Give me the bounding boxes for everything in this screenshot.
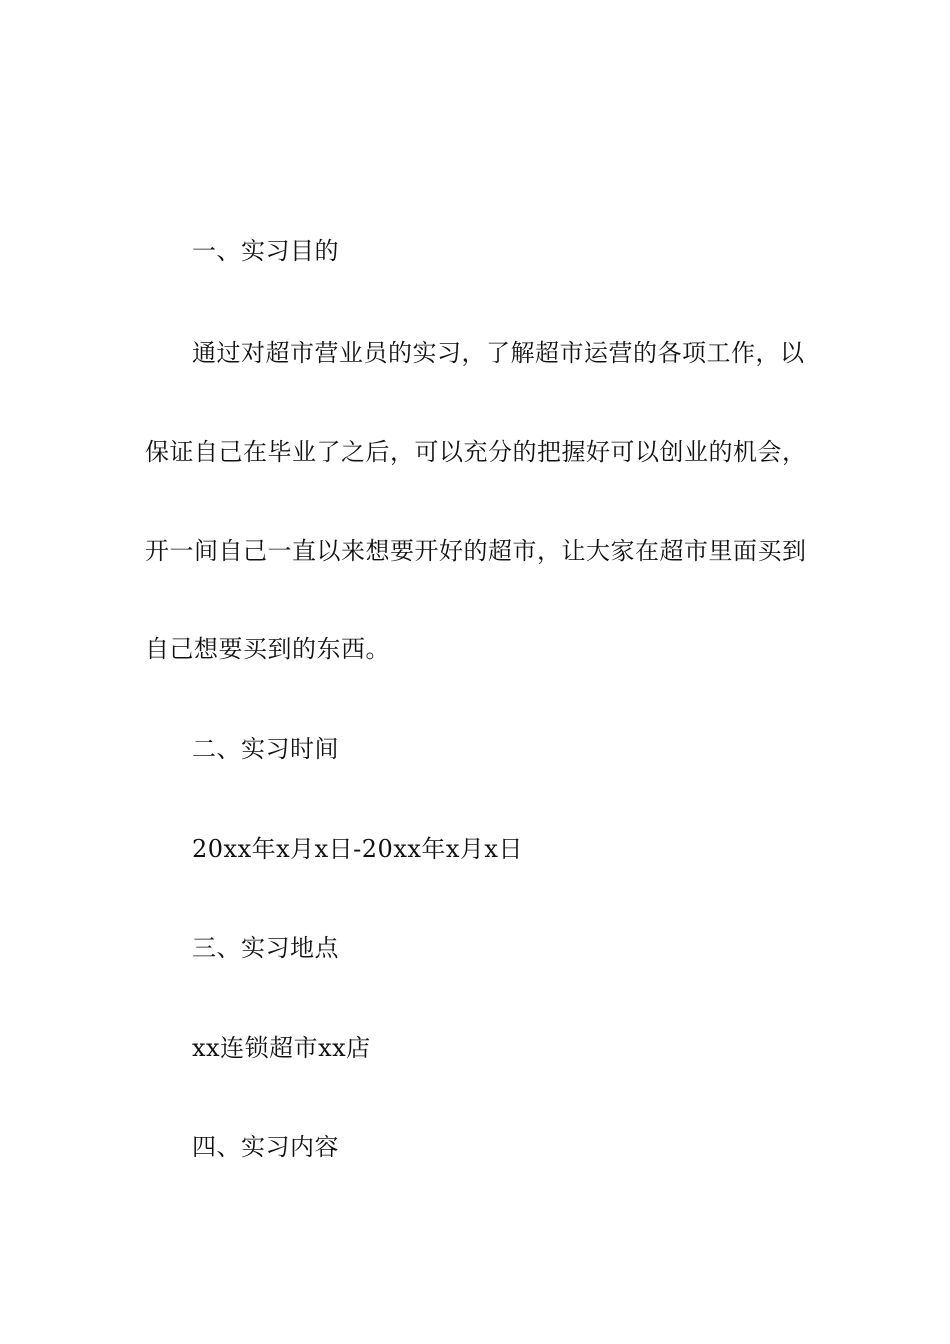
paragraph-line-4: 自己想要买到的东西。 — [145, 635, 390, 663]
section-heading-purpose: 一、实习目的 — [192, 237, 339, 265]
internship-dates: 20xx年x月x日-20xx年x月x日 — [192, 835, 523, 863]
section-heading-time: 二、实习时间 — [192, 735, 339, 763]
section-heading-location: 三、实习地点 — [192, 934, 339, 962]
paragraph-line-1: 通过对超市营业员的实习，了解超市运营的各项工作，以 — [192, 339, 805, 367]
section-heading-content: 四、实习内容 — [192, 1133, 339, 1161]
paragraph-line-2: 保证自己在毕业了之后，可以充分的把握好可以创业的机会， — [145, 438, 807, 466]
paragraph-line-3: 开一间自己一直以来想要开好的超市，让大家在超市里面买到 — [145, 537, 807, 565]
internship-location: xx连锁超市xx店 — [192, 1034, 371, 1062]
